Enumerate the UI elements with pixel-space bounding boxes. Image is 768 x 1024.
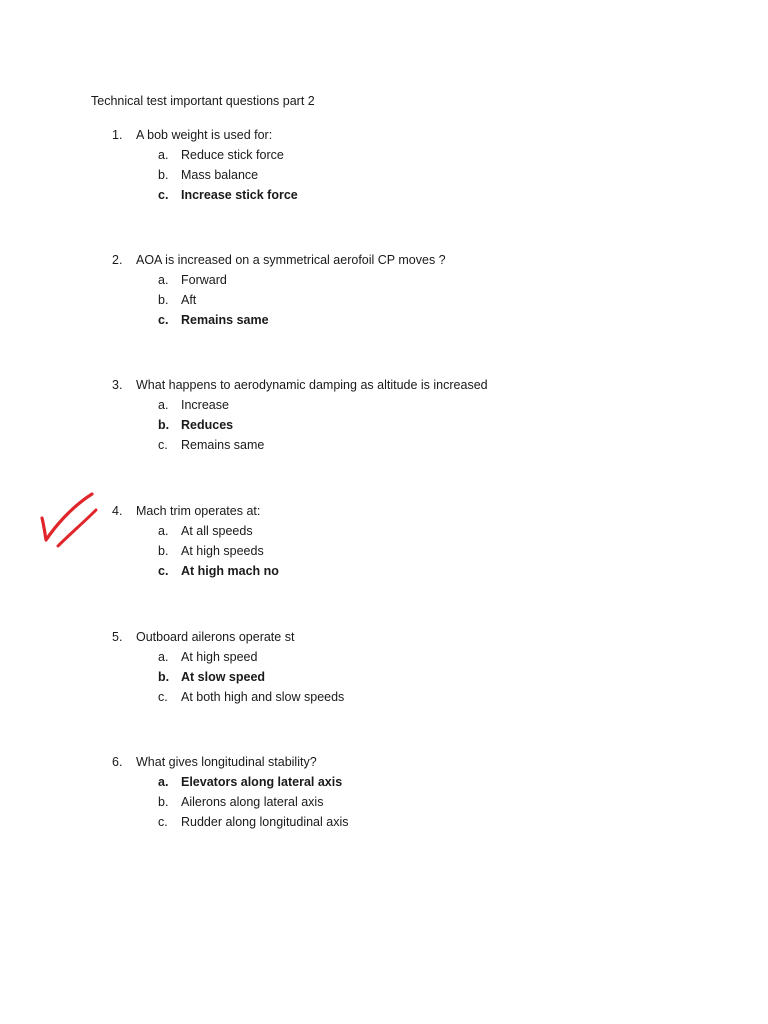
option-c: [0, 687, 768, 707]
option-letter: a.: [158, 398, 169, 412]
question-line: [0, 252, 768, 269]
option-a-answer: [0, 772, 768, 792]
question-5: [0, 629, 768, 707]
option-b: [0, 290, 768, 310]
option-letter: c.: [158, 313, 169, 327]
option-c-answer: [0, 561, 768, 581]
option-text: Aft: [181, 293, 197, 307]
question-text: Outboard ailerons operate st: [136, 630, 295, 644]
question-line: [0, 754, 768, 771]
option-text: At both high and slow speeds: [181, 690, 345, 704]
question-text: What gives longitudinal stability?: [136, 755, 317, 769]
option-letter: a.: [158, 273, 169, 287]
document-title: Technical test important questions part 2: [91, 94, 315, 108]
option-a: [0, 521, 768, 541]
question-text: What happens to aerodynamic damping as altitude is increased: [136, 378, 488, 392]
option-c-answer: [0, 310, 768, 330]
option-text: At all speeds: [181, 524, 253, 538]
question-number: 3.: [112, 378, 123, 392]
option-text: Elevators along lateral axis: [181, 775, 343, 789]
option-a: [0, 647, 768, 667]
option-c-answer: [0, 185, 768, 205]
option-c: [0, 812, 768, 832]
option-text: At high speeds: [181, 544, 264, 558]
question-1: [0, 127, 768, 205]
question-number: 5.: [112, 630, 123, 644]
option-text: At high speed: [181, 650, 258, 664]
option-b: [0, 541, 768, 561]
option-a: [0, 270, 768, 290]
question-text: A bob weight is used for:: [136, 128, 273, 142]
option-text: At slow speed: [181, 670, 266, 684]
question-line: [0, 127, 768, 144]
question-4: [0, 503, 768, 581]
question-number: 2.: [112, 253, 123, 267]
option-b: [0, 165, 768, 185]
option-text: Ailerons along lateral axis: [181, 795, 324, 809]
option-b: [0, 792, 768, 812]
option-letter: a.: [158, 650, 169, 664]
option-text: Remains same: [181, 313, 269, 327]
option-letter: c.: [158, 815, 168, 829]
option-text: Forward: [181, 273, 227, 287]
question-3: [0, 377, 768, 455]
option-letter: a.: [158, 524, 169, 538]
option-letter: b.: [158, 670, 170, 684]
option-text: Reduce stick force: [181, 148, 284, 162]
option-letter: b.: [158, 168, 169, 182]
question-line: [0, 503, 768, 520]
question-line: [0, 377, 768, 394]
question-2: [0, 252, 768, 330]
option-text: Reduces: [181, 418, 234, 432]
question-line: [0, 629, 768, 646]
option-a: [0, 145, 768, 165]
option-text: Mass balance: [181, 168, 259, 182]
option-c: [0, 435, 768, 455]
question-text: Mach trim operates at:: [136, 504, 261, 518]
option-text: At high mach no: [181, 564, 279, 578]
option-text: Rudder along longitudinal axis: [181, 815, 349, 829]
question-number: 6.: [112, 755, 123, 769]
option-letter: b.: [158, 418, 170, 432]
option-text: Increase: [181, 398, 229, 412]
option-letter: c.: [158, 564, 169, 578]
option-text: Increase stick force: [181, 188, 298, 202]
option-letter: c.: [158, 188, 169, 202]
option-a: [0, 395, 768, 415]
option-letter: b.: [158, 544, 169, 558]
option-text: Remains same: [181, 438, 265, 452]
question-6: [0, 754, 768, 832]
option-letter: a.: [158, 775, 169, 789]
option-letter: b.: [158, 293, 169, 307]
option-b-answer: [0, 667, 768, 687]
option-letter: a.: [158, 148, 169, 162]
option-letter: c.: [158, 438, 168, 452]
option-letter: b.: [158, 795, 169, 809]
option-b-answer: [0, 415, 768, 435]
option-letter: c.: [158, 690, 168, 704]
question-number: 4.: [112, 504, 123, 518]
question-text: AOA is increased on a symmetrical aerofoil CP moves ?: [136, 253, 446, 267]
question-number: 1.: [112, 128, 123, 142]
